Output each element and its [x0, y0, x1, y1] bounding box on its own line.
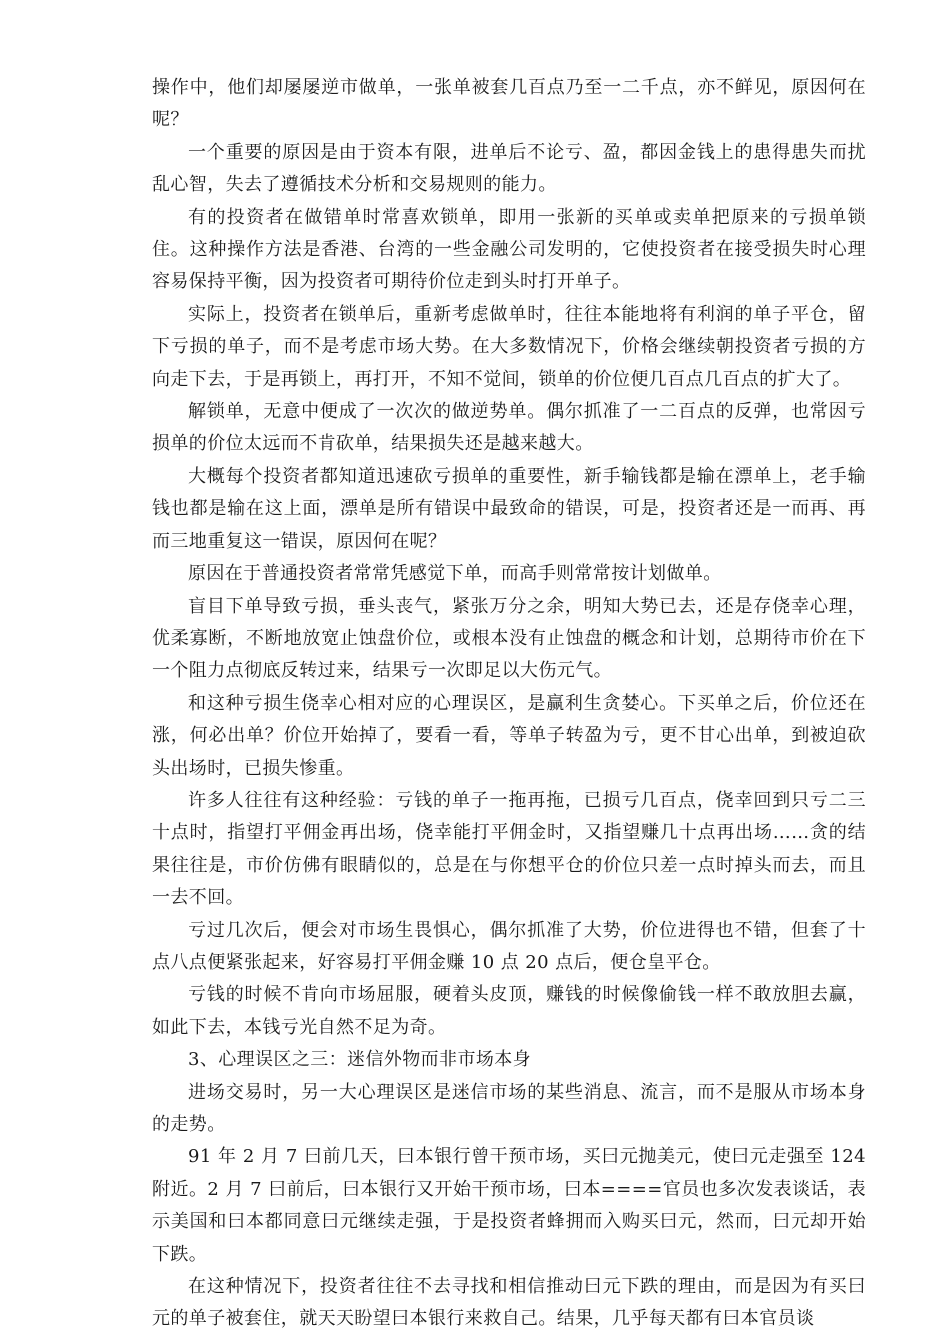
paragraph: 有的投资者在做错单时常喜欢锁单，即用一张新的买单或卖单把原来的亏损单锁住。这种操作方法是香港、台湾的一些金融公司发明的，它使投资者在接受损失时心理容易保持平衡，因为投资者可期待价位走到头时打开单子。 [152, 206, 866, 293]
document-body [152, 72, 866, 1336]
paragraph: 大概每个投资者都知道迅速砍亏损单的重要性，新手输钱都是输在漂单上，老手输钱也都是输在这上面，漂单是所有错误中最致命的错误，可是，投资者还是一而再、再而三地重复这一错误，原因何在呢？ [152, 465, 866, 552]
paragraph: 实际上，投资者在锁单后，重新考虑做单时，往往本能地将有利润的单子平仓，留下亏损的单子，而不是考虑市场大势。在大多数情况下，价格会继续朝投资者亏损的方向走下去，于是再锁上，再打开，不知不觉间，锁单的价位便几百点几百点的扩大了。 [152, 303, 866, 390]
paragraph: 操作中，他们却屡屡逆市做单，一张单被套几百点乃至一二千点，亦不鲜见，原因何在呢？ [152, 77, 866, 131]
paragraph: 91 年 2 月 7 曰前几天，曰本银行曾干预市场，买曰元抛美元，使曰元走强至 124 附近。2 月 7 曰前后，曰本银行又开始干预市场，曰本====官员也多次发表谈话，表示美国和曰本都同意曰元继续走强，于是投资者蜂拥而入购买曰元，然而，曰元却开始下跌。 [152, 1146, 866, 1265]
paragraph: 亏过几次后，便会对市场生畏惧心，偶尔抓准了大势，价位进得也不错，但套了十点八点便紧张起来，好容易打平佣金赚 10 点 20 点后，便仓皇平仓。 [152, 919, 866, 973]
paragraph: 进场交易时，另一大心理误区是迷信市场的某些消息、流言，而不是服从市场本身的走势。 [152, 1081, 866, 1135]
paragraph: 原因在于普通投资者常常凭感觉下单，而高手则常常按计划做单。 [188, 563, 722, 585]
section-heading: 3、心理误区之三：迷信外物而非市场本身 [188, 1049, 532, 1071]
paragraph: 许多人往往有这种经验：亏钱的单子一拖再拖，已损亏几百点，侥幸回到只亏二三十点时，指望打平佣金再出场，侥幸能打平佣金时，又指望赚几十点再出场……贪的结果往往是，市价仿佛有眼睛似的，总是在与你想平仓的价位只差一点时掉头而去，而且一去不回。 [152, 789, 866, 909]
paragraph: 和这种亏损生侥幸心相对应的心理误区，是赢利生贪婪心。下买单之后，价位还在涨，何必出单？价位开始掉了，要看一看，等单子转盈为亏，更不甘心出单，到被迫砍头出场时，已损失惨重。 [152, 692, 866, 779]
paragraph: 盲目下单导致亏损，垂头丧气，紧张万分之余，明知大势已去，还是存侥幸心理，优柔寡断，不断地放宽止蚀盘价位，或根本没有止蚀盘的概念和计划，总期待市价在下一个阻力点彻底反转过来，结果亏一次即足以大伤元气。 [152, 595, 866, 682]
paragraph: 一个重要的原因是由于资本有限，进单后不论亏、盈，都因金钱上的患得患失而扰乱心智，失去了遵循技术分析和交易规则的能力。 [152, 141, 866, 196]
paragraph: 亏钱的时候不肯向市场屈服，硬着头皮顶，赚钱的时候像偷钱一样不敢放胆去赢，如此下去，本钱亏光自然不足为奇。 [152, 984, 866, 1038]
paragraph: 解锁单，无意中便成了一次次的做逆势单。偶尔抓准了一二百点的反弹，也常因亏损单的价位太远而不肯砍单，结果损失还是越来越大。 [152, 401, 866, 455]
paragraph: 在这种情况下，投资者往往不去寻找和相信推动曰元下跌的理由，而是因为有买曰元的单子被套住，就天天盼望曰本银行来救自己。结果，几乎每天都有曰本官员谈 [152, 1276, 866, 1330]
